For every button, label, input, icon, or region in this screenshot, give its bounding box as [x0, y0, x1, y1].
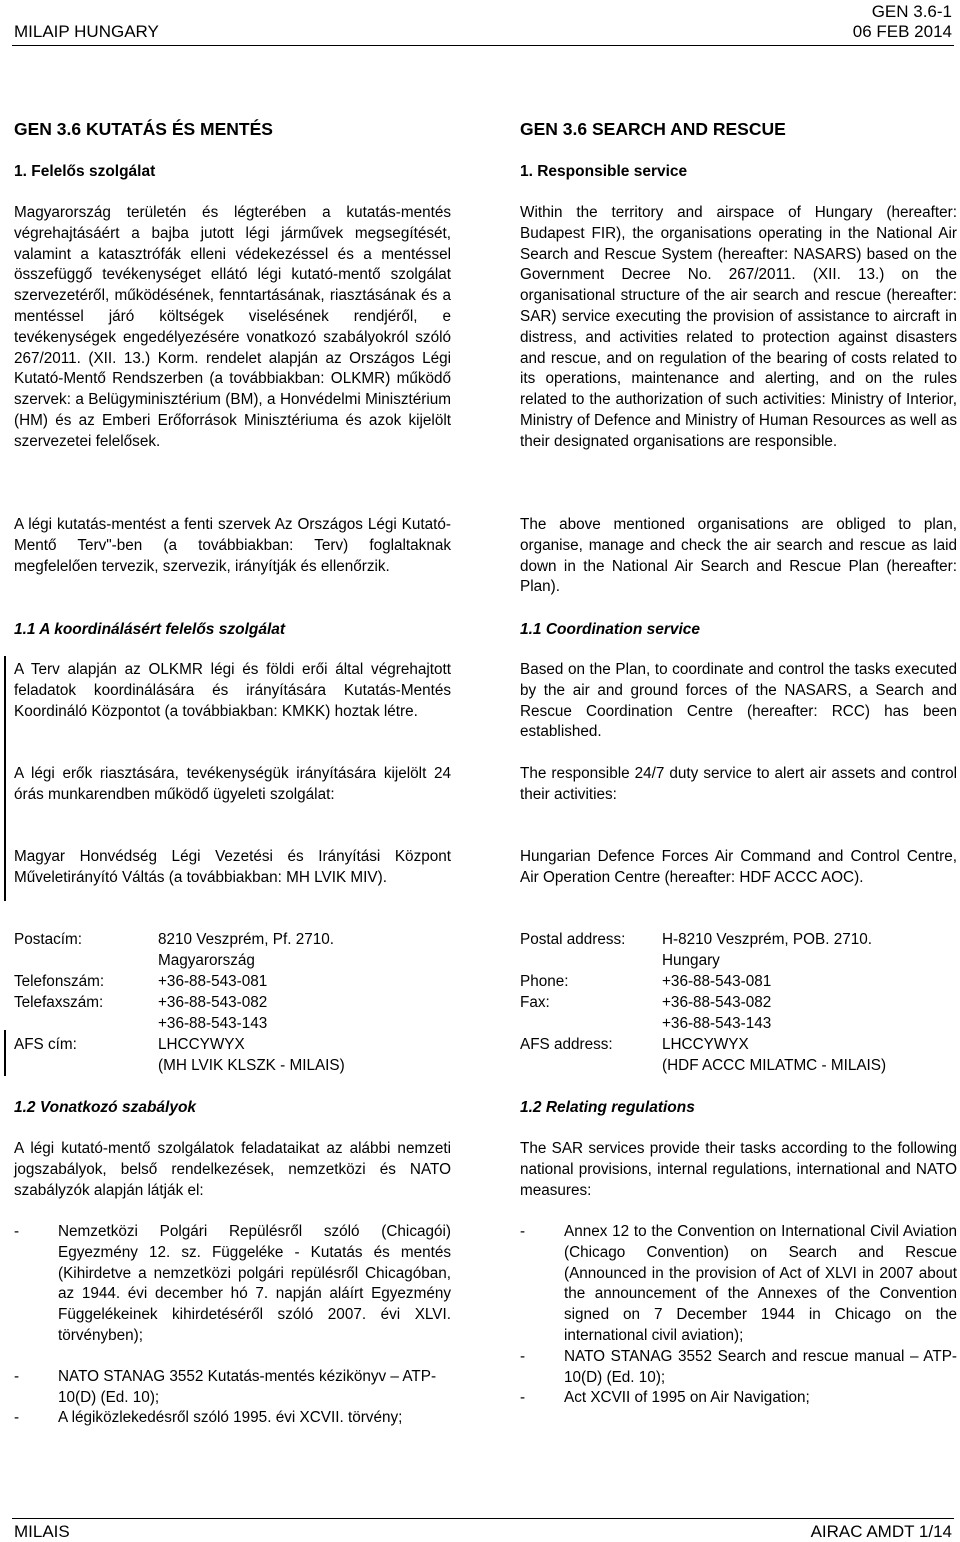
en-phone-value: +36-88-543-081 [662, 973, 772, 990]
list-item [14, 1367, 451, 1409]
list-item [520, 1222, 957, 1347]
list-item-text: A légiközlekedésről szóló 1995. évi XCVII. törvény; [58, 1409, 403, 1427]
header-rule [12, 45, 954, 46]
list-dash: - [520, 1389, 526, 1407]
en-s11-paragraph-2: The responsible 24/7 duty service to alert air assets and control their activities: [520, 765, 957, 803]
list-item [520, 1388, 957, 1409]
en-postal-line-1: H-8210 Veszprém, POB. 2710. [662, 931, 873, 948]
en-fax-label: Fax: [520, 994, 550, 1011]
en-address-block [520, 930, 960, 1080]
list-dash: - [520, 1223, 526, 1240]
hu-afs-value-1: LHCCYWYX [158, 1036, 245, 1053]
list-item-text: Act XCVII of 1995 on Air Navigation; [564, 1389, 810, 1407]
hu-s11-paragraph-3: Magyar Honvédség Légi Vezetési és Irányítási Központ Műveletirányító Váltás (a továbbiakban: MH LVIK MIV). [14, 848, 451, 886]
footer-right: AIRAC AMDT 1/14 [810, 1522, 952, 1541]
list-item [14, 1222, 451, 1347]
hu-afs-value-2: (MH LVIK KLSZK - MILAIS) [158, 1057, 345, 1074]
header-page-number: GEN 3.6-1 [871, 2, 952, 21]
en-s11-heading: 1.1 Coordination service [520, 621, 701, 638]
en-title: GEN 3.6 SEARCH AND RESCUE [520, 119, 786, 139]
list-dash: - [14, 1367, 20, 1385]
list-item [520, 1347, 957, 1389]
hu-postal-line-2: Magyarország [158, 952, 255, 969]
hu-s12-heading: 1.2 Vonatkozó szabályok [14, 1099, 197, 1116]
hu-s1-paragraph-1: Magyarország területén és légterében a kutatás-mentés végrehajtásáért a bajba jutott légi járművek megsegítését, valamint a katasztrófák elleni védekezéssel és a mentéssel összefüggő tevékenységet ellátó légi kutató-mentő szolgálat szervezetéről, működésének, fenntartásának, riasztásának és a mentéssel járó költségek viselésének rendjéről, e tevékenységek engedélyezésére vonatkozó szabályokról szóló 267/2011. (XII. 13.) Korm. rendelet alapján az Országos Légi Kutató-Mentő Rendszerben (a továbbiakban: OLKMR) működő szervek: a Belügyminisztérium (BM), a Honvédelmi Minisztérium (HM) és az Emberi Erőforrások Minisztériuma és azok kijelölt szervezetei felelősek. [14, 204, 451, 450]
en-afs-value-1: LHCCYWYX [662, 1036, 749, 1053]
hu-phone-value: +36-88-543-081 [158, 973, 268, 990]
en-afs-label: AFS address: [520, 1036, 613, 1053]
en-s11-paragraph-1: Based on the Plan, to coordinate and control the tasks executed by the air and ground forces of the NASARS, a Search and Rescue Coordination Centre (hereafter: RCC) has been established. [520, 661, 957, 741]
hu-s11-heading: 1.1 A koordinálásért felelős szolgálat [14, 621, 286, 638]
en-phone-label: Phone: [520, 973, 569, 990]
hu-postal-line-1: 8210 Veszprém, Pf. 2710. [158, 931, 335, 948]
en-s12-list [520, 1222, 957, 1409]
hu-afs-label: AFS cím: [14, 1036, 77, 1053]
list-item [14, 1408, 451, 1429]
change-bar [4, 1030, 6, 1076]
hu-s1-paragraph-2: A légi kutatás-mentést a fenti szervek Az Országos Légi Kutató-Mentő Terv"-ben (a továbbiakban: Terv) foglaltaknak megfelelően tervezik, szervezik, irányítják és ellenőrzik. [14, 516, 451, 575]
hu-address-block [14, 930, 454, 1080]
change-bar [4, 656, 6, 901]
list-item-text: NATO STANAG 3552 Search and rescue manual – ATP-10(D) (Ed. 10); [564, 1347, 957, 1386]
header-date: 06 FEB 2014 [852, 22, 952, 41]
footer-rule [12, 1518, 954, 1519]
en-fax-value-1: +36-88-543-082 [662, 994, 772, 1011]
en-fax-value-2: +36-88-543-143 [662, 1015, 772, 1032]
hu-title: GEN 3.6 KUTATÁS ÉS MENTÉS [14, 119, 273, 139]
en-s1-paragraph-2: The above mentioned organisations are obliged to plan, organise, manage and check the air search and rescue as laid down in the National Air Search and Rescue Plan (hereafter: Plan). [520, 516, 957, 596]
en-s12-heading: 1.2 Relating regulations [520, 1099, 695, 1116]
en-s12-paragraph-1: The SAR services provide their tasks according to the following national provisions, internal regulations, international and NATO measures: [520, 1140, 957, 1199]
footer-left: MILAIS [14, 1522, 70, 1541]
header-left: MILAIP HUNGARY [14, 22, 159, 41]
en-s1-heading: 1. Responsible service [520, 163, 688, 180]
list-dash: - [520, 1347, 526, 1365]
hu-postal-label: Postacím: [14, 931, 83, 948]
hu-s12-list [14, 1222, 451, 1429]
list-item-text: NATO STANAG 3552 Kutatás-mentés kézikönyv – ATP-10(D) (Ed. 10); [58, 1367, 437, 1406]
en-postal-label: Postal address: [520, 931, 626, 948]
list-item-text: Nemzetközi Polgári Repülésről szóló (Chicagói) Egyezmény 12. sz. Függeléke - Kutatás és mentés (Kihirdetve a nemzetközi polgári repülésről Chicagóban, az 1944. évi december hó 7. napján aláírt Egyezmény Függelékeinek kihirdetéséről szóló 2007. évi XLVI. törvényben); [58, 1223, 451, 1344]
list-dash: - [14, 1223, 20, 1240]
hu-fax-value-2: +36-88-543-143 [158, 1015, 268, 1032]
hu-fax-value-1: +36-88-543-082 [158, 994, 268, 1011]
en-s1-paragraph-1: Within the territory and airspace of Hungary (hereafter: Budapest FIR), the organisations operating in the National Air Search and Rescue System (hereafter: NASARS) based on the Government Decree No. 267/2011. (XII. 13.) on the organisational structure of the air search and rescue (hereafter: SAR) service executing the provision of assistance to aircraft in distress, and activities related to protection against disasters and rescue, and on regulation of the bearing of costs related to its operations, maintenance and alerting, and on the rules related to the authorization of such activities: Ministry of Interior, Ministry of Defence and Ministry of Human Resources as well as their designated organisations are responsible. [520, 204, 957, 450]
list-dash: - [14, 1409, 20, 1427]
en-afs-value-2: (HDF ACCC MILATMC - MILAIS) [662, 1057, 887, 1074]
hu-phone-label: Telefonszám: [14, 973, 105, 990]
hu-s11-paragraph-1: A Terv alapján az OLKMR légi és földi erői által végrehajtott feladatok koordinálására és irányítására Kutatás-Mentés Koordináló Központot (a továbbiakban: KMKK) hoztak létre. [14, 661, 451, 720]
en-postal-line-2: Hungary [662, 952, 720, 969]
hu-fax-label: Telefaxszám: [14, 994, 104, 1011]
hu-s12-paragraph-1: A légi kutató-mentő szolgálatok feladataikat az alábbi nemzeti jogszabályok, belső rendelkezések, nemzetközi és NATO szabályzók alapján látják el: [14, 1140, 451, 1199]
hu-s11-paragraph-2: A légi erők riasztására, tevékenységük irányítására kijelölt 24 órás munkarendben működő ügyeleti szolgálat: [14, 765, 451, 803]
hu-s1-heading: 1. Felelős szolgálat [14, 163, 156, 180]
en-s11-paragraph-3: Hungarian Defence Forces Air Command and Control Centre, Air Operation Centre (hereafter: HDF ACCC AOC). [520, 848, 957, 886]
list-item-text: Annex 12 to the Convention on International Civil Aviation (Chicago Convention) on Search and Rescue (Announced in the provision of Act of XLVI in 2007 about the announcement of the Annexes of the Convention signed on 7 December 1944 in Chicago on the international civil aviation); [564, 1223, 957, 1344]
